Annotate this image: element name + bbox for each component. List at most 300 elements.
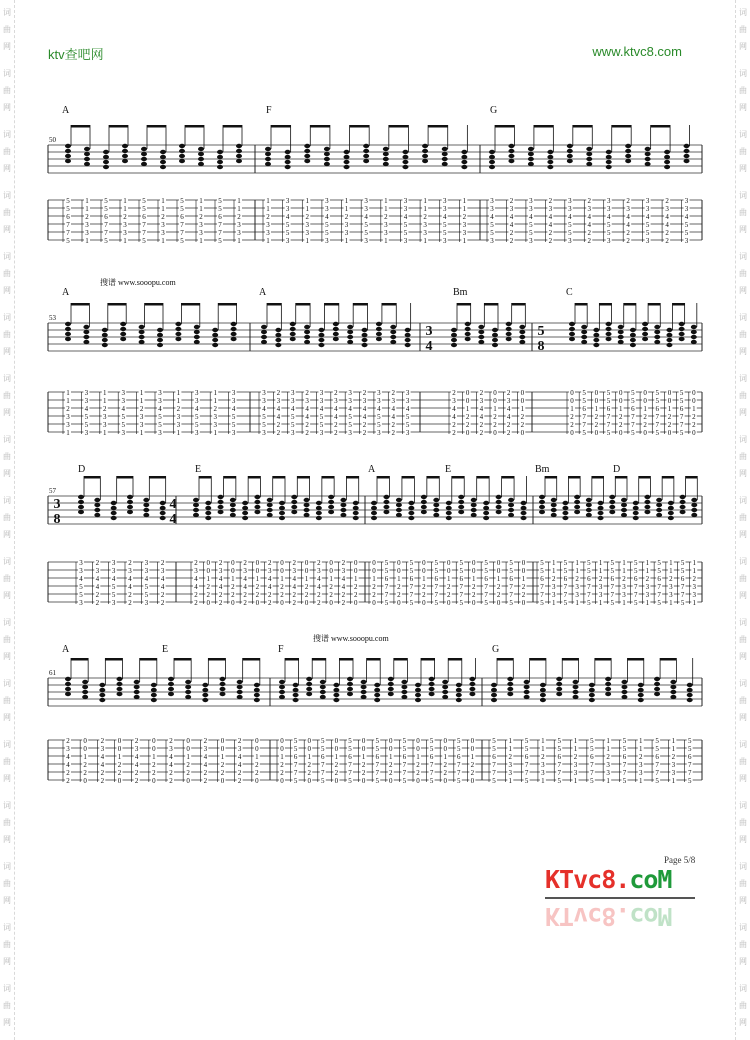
tab-fret: 4 xyxy=(442,213,447,221)
tab-fret: 5 xyxy=(142,205,146,213)
tab-fret: 5 xyxy=(457,745,461,753)
tab-fret: 7 xyxy=(375,761,379,769)
tab-fret: 5 xyxy=(293,737,298,745)
tab-fret: 2 xyxy=(594,421,599,429)
note-head xyxy=(231,332,237,336)
tab-fret: 3 xyxy=(575,583,579,591)
tab-fret: 0 xyxy=(255,567,260,575)
tab-fret: 2 xyxy=(334,421,338,429)
tab-fret: 7 xyxy=(434,591,439,599)
note-head xyxy=(242,511,248,515)
tab-fret: 6 xyxy=(402,753,407,761)
beam xyxy=(512,303,526,306)
tab-fret: 4 xyxy=(267,575,272,583)
tab-fret: 4 xyxy=(377,405,381,413)
tab-fret: 5 xyxy=(409,559,414,567)
tab-fret: 0 xyxy=(443,745,447,753)
note-head xyxy=(127,510,133,514)
note-head xyxy=(547,155,553,159)
tab-fret: 0 xyxy=(397,567,401,575)
tab-fret: 1 xyxy=(462,205,467,213)
margin-mark: 网 xyxy=(739,42,747,51)
tab-fret: 2 xyxy=(361,769,366,777)
tab-fret: 1 xyxy=(541,737,545,745)
margin-mark: 曲 xyxy=(739,635,747,644)
tab-fret: 0 xyxy=(83,745,87,753)
note-head xyxy=(376,332,382,336)
note-head xyxy=(461,155,467,159)
tab-fret: 1 xyxy=(389,753,393,761)
note-head xyxy=(99,698,105,702)
tab-fret: 6 xyxy=(590,753,594,761)
tab-fret: 3 xyxy=(403,205,408,213)
tab-fret: 1 xyxy=(423,205,427,213)
note-head xyxy=(333,332,339,336)
note-head xyxy=(293,683,299,687)
tab-fret: 2 xyxy=(194,599,198,607)
note-head xyxy=(122,149,128,153)
tab-fret: 4 xyxy=(665,213,669,221)
tab-fret: 5 xyxy=(606,229,611,237)
margin-mark: 网 xyxy=(3,408,11,417)
beam xyxy=(324,303,338,306)
tab-fret: 0 xyxy=(186,745,190,753)
tab-fret: 1 xyxy=(103,389,107,397)
margin-mark: 曲 xyxy=(3,330,11,339)
tab-fret: 2 xyxy=(334,761,339,769)
tab-fret: 1 xyxy=(103,429,107,437)
tab-fret: 1 xyxy=(594,405,599,413)
note-head xyxy=(220,687,226,691)
beam xyxy=(497,658,513,661)
note-head xyxy=(680,495,686,499)
note-head xyxy=(160,160,166,164)
margin-mark: 词 xyxy=(3,374,11,383)
note-head xyxy=(408,511,414,515)
tab-fret: 1 xyxy=(551,599,556,607)
tab-fret: 3 xyxy=(665,205,669,213)
beam xyxy=(377,476,389,479)
note-head xyxy=(275,338,281,342)
note-head xyxy=(478,340,484,344)
note-head xyxy=(376,327,382,331)
tab-fret: 2 xyxy=(266,213,270,221)
tab-fret: 1 xyxy=(541,777,545,785)
tab-fret: 7 xyxy=(657,591,661,599)
tab-fret: 1 xyxy=(206,575,211,583)
note-head xyxy=(275,343,281,347)
note-head xyxy=(433,513,439,517)
tab-fret: 0 xyxy=(520,397,525,405)
note-head xyxy=(396,498,402,502)
tab-fret: 3 xyxy=(79,567,83,575)
chord-name: G xyxy=(492,644,500,655)
note-head xyxy=(524,695,530,699)
tab-fret: 4 xyxy=(506,413,511,421)
note-head xyxy=(383,147,389,151)
tab-fret: 0 xyxy=(334,737,339,745)
note-head xyxy=(237,695,243,699)
tab-fret: 4 xyxy=(128,583,132,591)
tab-fret: 3 xyxy=(452,397,456,405)
note-head xyxy=(198,157,204,161)
beam xyxy=(639,476,651,479)
tab-fret: 7 xyxy=(606,421,611,429)
tab-fret: 3 xyxy=(490,237,494,245)
tab-fret: 2 xyxy=(218,599,223,607)
tab-fret: 4 xyxy=(169,753,173,761)
tab-fret: 6 xyxy=(540,575,544,583)
tab-fret: 1 xyxy=(152,753,156,761)
margin-mark: 词 xyxy=(3,923,11,932)
time-signature-top: 5 xyxy=(537,324,545,339)
tab-fret: 7 xyxy=(409,583,414,591)
note-head xyxy=(168,692,174,696)
tab-fret: 3 xyxy=(442,205,447,213)
tab-fret: 3 xyxy=(139,421,144,429)
tab-fret: 7 xyxy=(384,583,389,591)
tab-fret: 4 xyxy=(391,413,396,421)
margin-mark: 曲 xyxy=(3,574,11,583)
tab-fret: 3 xyxy=(231,389,236,397)
tab-fret: 4 xyxy=(645,213,650,221)
tab-fret: 1 xyxy=(85,237,89,245)
note-head xyxy=(347,682,353,686)
tab-fret: 3 xyxy=(231,429,236,437)
tab-fret: 4 xyxy=(362,413,367,421)
margin-mark: 词 xyxy=(3,618,11,627)
note-head xyxy=(320,685,326,689)
note-head xyxy=(421,510,427,514)
note-head xyxy=(212,333,218,337)
note-head xyxy=(483,516,489,520)
tab-fret: 7 xyxy=(606,413,611,421)
tab-fret: 0 xyxy=(280,599,284,607)
note-head xyxy=(236,154,242,158)
note-head xyxy=(483,511,489,515)
tab-fret: 2 xyxy=(506,421,511,429)
note-head xyxy=(645,162,651,166)
note-head xyxy=(383,500,389,504)
tab-fret: 3 xyxy=(66,413,70,421)
margin-mark: 曲 xyxy=(3,879,11,888)
tab-fret: 5 xyxy=(195,413,199,421)
tab-fret: 2 xyxy=(280,761,284,769)
note-head xyxy=(83,325,89,329)
tab-fret: 0 xyxy=(397,599,401,607)
tab-fret: 7 xyxy=(429,769,434,777)
note-head xyxy=(396,503,402,507)
tab-fret: 3 xyxy=(95,567,100,575)
tab-fret: 0 xyxy=(152,737,156,745)
tab-fret: 1 xyxy=(622,599,626,607)
tab-fret: 2 xyxy=(66,777,70,785)
tab-fret: 2 xyxy=(471,583,476,591)
margin-mark: 曲 xyxy=(3,818,11,827)
tab-fret: 0 xyxy=(329,567,333,575)
tab-fret: 3 xyxy=(203,745,208,753)
tab-fret: 1 xyxy=(176,429,181,437)
watermark-text: 搜谱 www.sooopu.com xyxy=(100,278,176,287)
margin-mark: 曲 xyxy=(739,391,747,400)
beam xyxy=(273,476,285,479)
tab-fret: 2 xyxy=(341,591,346,599)
tab-fret: 3 xyxy=(639,769,643,777)
tab-fret: 3 xyxy=(319,397,324,405)
note-head xyxy=(644,510,650,514)
tab-fret: 2 xyxy=(471,591,476,599)
note-head xyxy=(82,680,88,684)
tab-fret: 3 xyxy=(606,237,611,245)
note-head xyxy=(83,340,89,344)
note-head xyxy=(654,682,660,686)
tab-fret: 7 xyxy=(587,591,591,599)
note-head xyxy=(185,690,191,694)
note-head xyxy=(78,505,84,509)
beam xyxy=(149,476,165,479)
page-number: Page 5/8 xyxy=(664,855,696,865)
tab-fret: 1 xyxy=(237,237,241,245)
tab-fret: 0 xyxy=(372,567,376,575)
note-head xyxy=(656,503,662,507)
tab-fret: 1 xyxy=(280,753,284,761)
margin-mark: 曲 xyxy=(739,25,747,34)
tab-fret: 3 xyxy=(598,591,603,599)
tab-fret: 4 xyxy=(317,575,321,583)
tab-fret: 2 xyxy=(452,421,456,429)
note-head xyxy=(363,149,369,153)
tab-fret: 5 xyxy=(262,421,266,429)
tab-fret: 2 xyxy=(506,389,511,397)
note-head xyxy=(371,506,377,510)
beam xyxy=(310,125,330,128)
tab-fret: 0 xyxy=(389,745,393,753)
tab-fret: 3 xyxy=(479,397,484,405)
tab-fret: 5 xyxy=(679,397,684,405)
measure-number: 57 xyxy=(49,487,56,495)
tab-fret: 3 xyxy=(551,591,556,599)
note-head xyxy=(521,516,527,520)
margin-mark: 词 xyxy=(739,801,747,810)
note-head xyxy=(574,505,580,509)
tab-fret: 3 xyxy=(285,237,290,245)
note-head xyxy=(664,165,670,169)
note-head xyxy=(160,165,166,169)
tab-fret: 3 xyxy=(84,429,89,437)
tab-fret: 5 xyxy=(111,583,116,591)
tab-fret: 1 xyxy=(692,599,697,607)
tab-fret: 5 xyxy=(319,413,324,421)
tab-fret: 2 xyxy=(95,559,100,567)
tab-fret: 7 xyxy=(484,583,488,591)
tab-fret: 5 xyxy=(384,599,389,607)
tab-fret: 5 xyxy=(568,229,572,237)
tab-fret: 0 xyxy=(152,745,156,753)
tab-fret: 2 xyxy=(267,599,272,607)
note-head xyxy=(402,165,408,169)
chord-name: D xyxy=(78,464,86,475)
note-head xyxy=(99,688,105,692)
tab-fret: 2 xyxy=(305,421,309,429)
note-head xyxy=(347,687,353,691)
tab-fret: 7 xyxy=(429,761,434,769)
note-head xyxy=(569,327,575,331)
tab-fret: 0 xyxy=(397,559,401,567)
tab-fret: 1 xyxy=(422,575,426,583)
beam xyxy=(452,476,464,479)
tab-fret: 3 xyxy=(442,237,447,245)
beam xyxy=(599,303,611,306)
note-head xyxy=(344,150,350,154)
tab-fret: 2 xyxy=(117,761,122,769)
note-head xyxy=(496,495,502,499)
note-head xyxy=(127,495,133,499)
tab-fret: 2 xyxy=(496,583,501,591)
note-head xyxy=(524,680,530,684)
tab-fret: 7 xyxy=(524,761,529,769)
margin-mark: 词 xyxy=(3,69,11,78)
tab-fret: 7 xyxy=(66,221,70,229)
note-head xyxy=(654,677,660,681)
tab-fret: 3 xyxy=(121,429,125,437)
note-head xyxy=(318,333,324,337)
note-head xyxy=(193,513,199,517)
tab-fret: 1 xyxy=(66,389,70,397)
margin-mark: 网 xyxy=(3,530,11,539)
tab-fret: 6 xyxy=(610,575,615,583)
note-head xyxy=(422,159,428,163)
note-head xyxy=(230,503,236,507)
margin-mark: 词 xyxy=(739,984,747,993)
note-head xyxy=(220,677,226,681)
tab-fret: 4 xyxy=(66,761,70,769)
tab-fret: 5 xyxy=(429,745,434,753)
tab-fret: 1 xyxy=(344,205,349,213)
note-head xyxy=(320,680,326,684)
note-head xyxy=(102,328,108,332)
margin-mark: 网 xyxy=(739,835,747,844)
note-head xyxy=(78,510,84,514)
chord-name: A xyxy=(62,287,70,298)
note-head xyxy=(469,682,475,686)
note-head xyxy=(442,680,448,684)
note-head xyxy=(65,322,71,326)
margin-mark: 词 xyxy=(739,374,747,383)
beam xyxy=(367,658,381,661)
tab-fret: 5 xyxy=(457,737,461,745)
note-head xyxy=(291,505,297,509)
note-head xyxy=(670,680,676,684)
note-head xyxy=(267,508,273,512)
note-head xyxy=(218,505,224,509)
note-head xyxy=(666,343,672,347)
tab-fret: 3 xyxy=(669,583,673,591)
tab-fret: 1 xyxy=(304,575,309,583)
tab-fret: 5 xyxy=(645,221,650,229)
margin-mark: 曲 xyxy=(739,940,747,949)
tab-fret: 4 xyxy=(95,575,100,583)
margin-mark: 词 xyxy=(739,557,747,566)
tab-fret: 5 xyxy=(582,429,586,437)
note-head xyxy=(383,152,389,156)
note-head xyxy=(160,511,166,515)
note-head xyxy=(141,147,147,151)
tab-fret: 3 xyxy=(158,397,162,405)
margin-mark: 网 xyxy=(3,896,11,905)
note-head xyxy=(478,330,484,334)
note-head xyxy=(236,144,242,148)
tab-fret: 2 xyxy=(267,591,272,599)
tab-fret: 2 xyxy=(304,591,309,599)
margin-mark: 曲 xyxy=(3,208,11,217)
tab-fret: 3 xyxy=(292,567,297,575)
note-head xyxy=(134,680,140,684)
note-head xyxy=(157,338,163,342)
beam xyxy=(428,125,448,128)
tab-fret: 3 xyxy=(161,221,165,229)
note-head xyxy=(65,687,71,691)
tab-fret: 3 xyxy=(364,205,368,213)
margin-mark: 词 xyxy=(3,740,11,749)
note-head xyxy=(143,503,149,507)
tab-fret: 2 xyxy=(169,769,173,777)
tab-fret: 5 xyxy=(631,397,635,405)
note-head xyxy=(242,501,248,505)
beam xyxy=(421,658,435,661)
tab-fret: 5 xyxy=(375,737,379,745)
margin-mark: 曲 xyxy=(3,86,11,95)
note-head xyxy=(489,155,495,159)
note-head xyxy=(83,330,89,334)
tab-fret: 3 xyxy=(84,389,89,397)
tab-fret: 3 xyxy=(319,429,324,437)
tab-fret: 1 xyxy=(176,397,181,405)
site-name-header[interactable]: ktv查吧网 xyxy=(48,47,104,62)
note-head xyxy=(275,328,281,332)
tab-fret: 3 xyxy=(348,389,352,397)
margin-mark: 词 xyxy=(3,679,11,688)
tab-fret: 7 xyxy=(563,583,568,591)
chord-name: F xyxy=(266,105,272,116)
note-head xyxy=(374,693,380,697)
tab-fret: 6 xyxy=(655,753,659,761)
note-head xyxy=(175,337,181,341)
note-head xyxy=(589,693,595,697)
chord-name: A xyxy=(368,464,376,475)
note-head xyxy=(429,687,435,691)
tab-fret: 1 xyxy=(213,397,217,405)
tab-fret: 0 xyxy=(255,737,259,745)
note-head xyxy=(429,682,435,686)
score-system xyxy=(48,277,702,437)
tab-fret: 2 xyxy=(83,769,87,777)
tab-fret: 2 xyxy=(384,213,388,221)
note-head xyxy=(687,688,693,692)
site-url-header[interactable]: www.ktvc8.com xyxy=(592,44,682,59)
tab-fret: 1 xyxy=(66,429,70,437)
tab-fret: 1 xyxy=(266,205,270,213)
tab-fret: 5 xyxy=(384,559,389,567)
tab-fret: 3 xyxy=(508,769,513,777)
tab-fret: 5 xyxy=(610,599,615,607)
note-head xyxy=(401,695,407,699)
tab-fret: 2 xyxy=(594,413,599,421)
tab-fret: 3 xyxy=(319,389,324,397)
margin-mark: 词 xyxy=(739,923,747,932)
time-signature-top: 3 xyxy=(53,497,61,512)
note-head xyxy=(340,508,346,512)
tab-fret: 5 xyxy=(293,777,298,785)
